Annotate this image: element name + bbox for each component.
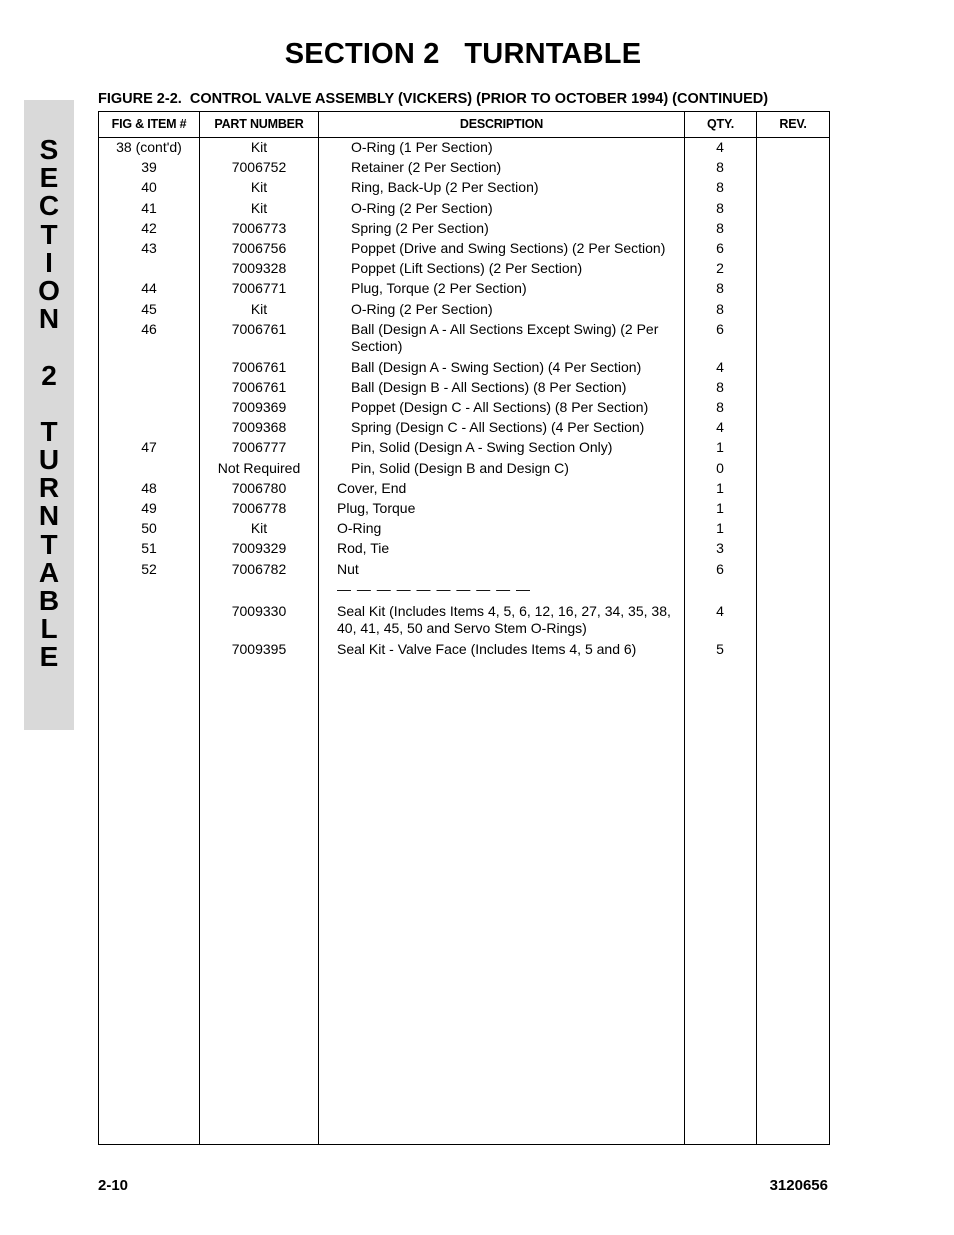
side-tab-letter: T — [40, 218, 58, 250]
qty-cell: 4 — [716, 419, 724, 436]
side-tab-letter: E — [39, 641, 59, 673]
table-row — [99, 321, 829, 359]
qty-cell: 8 — [716, 280, 724, 297]
description-cell: Ball (Design B - All Sections) (8 Per Section) — [351, 378, 627, 395]
side-tab-letter: I — [45, 246, 53, 278]
part-number-cell: 7006771 — [231, 280, 287, 297]
item-cell: 41 — [141, 199, 157, 216]
table-row — [99, 419, 829, 439]
document-number: 3120656 — [769, 1177, 828, 1194]
header-rev: REV. — [779, 117, 807, 131]
table-row — [99, 540, 829, 560]
qty-cell: 8 — [716, 159, 724, 176]
item-cell: 42 — [141, 219, 157, 236]
page-number: 2-10 — [98, 1177, 129, 1194]
description-cell: Poppet (Lift Sections) (2 Per Section) — [351, 260, 583, 277]
description-cell: Ball (Design A - Swing Section) (4 Per Section) — [351, 358, 642, 375]
qty-cell: 0 — [716, 459, 724, 476]
description-cell: Nut — [337, 560, 359, 577]
qty-cell: 8 — [716, 199, 724, 216]
description-cell: Pin, Solid (Design B and Design C) — [351, 459, 569, 476]
item-cell: 40 — [141, 179, 157, 196]
qty-cell: 1 — [716, 500, 724, 516]
qty-cell: 1 — [716, 439, 724, 456]
item-cell: 47 — [141, 439, 157, 456]
description-cell: O-Ring (2 Per Section) — [351, 199, 493, 216]
side-tab-letters — [24, 136, 74, 672]
description-cell: Plug, Torque (2 Per Section) — [351, 280, 527, 297]
page-title: SECTION 2 TURNTABLE — [284, 38, 642, 70]
description-cell: Plug, Torque — [337, 500, 416, 516]
qty-cell: 3 — [716, 540, 724, 557]
table-row — [99, 641, 829, 661]
description-cell: Seal Kit (Includes Items 4, 5, 6, 12, 16, 27, 34, 35, 38, 40, 41, 45, 50 and Servo Stem O-Rings) — [337, 602, 671, 637]
qty-cell: 6 — [716, 320, 724, 337]
table-body — [99, 139, 829, 661]
header-part-number: PART NUMBER — [214, 117, 304, 131]
side-tab-letter: R — [38, 472, 60, 504]
qty-cell: 8 — [716, 378, 724, 395]
part-number-cell: 7009330 — [231, 602, 287, 619]
description-cell: Spring (Design C - All Sections) (4 Per Section) — [351, 419, 645, 436]
qty-cell: 8 — [716, 179, 724, 196]
description-cell: Ball (Design A - All Sections Except Swing) (2 Per Section) — [351, 320, 659, 355]
part-number-cell: Kit — [250, 139, 268, 155]
table-row — [99, 439, 829, 459]
item-cell: 45 — [141, 300, 157, 317]
description-cell: O-Ring (1 Per Section) — [351, 139, 493, 155]
side-tab-letter: N — [38, 500, 60, 532]
description-cell: Cover, End — [337, 479, 407, 496]
part-number-cell: 7006761 — [231, 378, 287, 395]
table-row — [99, 399, 829, 419]
table-row — [99, 603, 829, 641]
header-description: DESCRIPTION — [459, 117, 544, 131]
header-qty: QTY. — [707, 117, 734, 131]
side-tab-letter: B — [38, 585, 60, 616]
table-row — [99, 220, 829, 240]
qty-cell: 6 — [716, 239, 724, 256]
section-side-tab — [24, 100, 74, 730]
item-cell: 43 — [141, 239, 157, 256]
part-number-cell: Not Required — [217, 459, 301, 476]
part-number-cell: 7006773 — [231, 219, 287, 236]
qty-cell: 1 — [716, 479, 724, 496]
description-cell: Poppet (Design C - All Sections) (8 Per Section) — [351, 399, 649, 416]
table-row — [99, 280, 829, 300]
description-cell: Pin, Solid (Design A - Swing Section Only) — [351, 439, 613, 456]
item-cell: 46 — [141, 320, 157, 337]
qty-cell: 2 — [716, 260, 724, 277]
item-cell: 50 — [141, 520, 157, 537]
part-number-cell: 7006761 — [231, 358, 287, 375]
part-number-cell: 7006756 — [231, 239, 287, 256]
table-row — [99, 500, 829, 520]
description-cell: Ring, Back-Up (2 Per Section) — [351, 179, 539, 196]
part-number-cell: 7006752 — [231, 159, 287, 176]
qty-cell: 4 — [716, 602, 724, 619]
table-row — [99, 301, 829, 321]
side-tab-letter: S — [39, 134, 59, 165]
part-number-cell: Kit — [250, 520, 268, 537]
side-tab-letter: 2 — [41, 359, 57, 391]
table-row — [99, 480, 829, 500]
description-cell: Spring (2 Per Section) — [351, 219, 489, 236]
part-number-cell: Kit — [250, 300, 268, 317]
description-cell: Retainer (2 Per Section) — [351, 159, 502, 176]
side-tab-letter: T — [40, 415, 58, 447]
description-cell: Seal Kit - Valve Face (Includes Items 4, 5 and 6) — [337, 640, 637, 657]
table-row — [99, 139, 829, 159]
figure-caption: FIGURE 2-2. CONTROL VALVE ASSEMBLY (VICKERS) (PRIOR TO OCTOBER 1994) (CONTINUED) — [98, 91, 769, 107]
description-cell: Rod, Tie — [337, 540, 390, 557]
part-number-cell: 7009369 — [231, 399, 287, 416]
description-cell: O-Ring — [337, 520, 382, 537]
side-tab-letter: E — [39, 162, 59, 194]
part-number-cell: 7006761 — [231, 320, 287, 337]
parts-table — [98, 111, 830, 1145]
part-number-cell: 7009329 — [231, 540, 287, 557]
part-number-cell: 7006780 — [231, 479, 287, 496]
side-tab-letter: N — [38, 303, 60, 335]
side-tab-letter: L — [40, 613, 58, 645]
item-cell: 52 — [141, 560, 157, 577]
side-tab-letter: A — [38, 556, 60, 588]
description-cell: O-Ring (2 Per Section) — [351, 300, 493, 317]
header-item: FIG & ITEM # — [111, 117, 187, 131]
qty-cell: 4 — [716, 358, 724, 375]
table-row — [99, 379, 829, 399]
table-row — [99, 200, 829, 220]
side-tab-letter: T — [40, 528, 58, 560]
qty-cell: 8 — [716, 300, 724, 317]
table-row — [99, 260, 829, 280]
side-tab-letter: O — [38, 274, 60, 306]
table-row — [99, 520, 829, 540]
description-cell: — — — — — — — — — — — [337, 580, 532, 597]
part-number-cell: 7006782 — [231, 560, 287, 577]
qty-cell: 5 — [716, 640, 724, 657]
part-number-cell: 7006778 — [231, 500, 287, 516]
table-row — [99, 240, 829, 260]
qty-cell: 4 — [716, 139, 724, 155]
side-tab-letter: U — [38, 444, 60, 476]
part-number-cell: 7006777 — [231, 439, 287, 456]
header-divider — [99, 137, 829, 138]
table-row — [99, 460, 829, 480]
item-cell: 51 — [141, 540, 157, 557]
table-row — [99, 581, 829, 603]
description-cell: Poppet (Drive and Swing Sections) (2 Per Section) — [351, 239, 666, 256]
part-number-cell: 7009368 — [231, 419, 287, 436]
table-row — [99, 359, 829, 379]
part-number-cell: Kit — [250, 199, 268, 216]
side-tab-letter: C — [38, 190, 60, 222]
table-row — [99, 561, 829, 581]
qty-cell: 6 — [716, 560, 724, 577]
item-cell: 39 — [141, 159, 157, 176]
item-cell: 48 — [141, 479, 157, 496]
part-number-cell: Kit — [250, 179, 268, 196]
item-cell: 44 — [141, 280, 157, 297]
item-cell: 49 — [141, 500, 157, 516]
qty-cell: 8 — [716, 219, 724, 236]
qty-cell: 8 — [716, 399, 724, 416]
part-number-cell: 7009328 — [231, 260, 287, 277]
qty-cell: 1 — [716, 520, 724, 537]
part-number-cell: 7009395 — [231, 640, 287, 657]
table-row — [99, 159, 829, 179]
table-row — [99, 179, 829, 199]
item-cell: 38 (cont'd) — [116, 139, 182, 155]
